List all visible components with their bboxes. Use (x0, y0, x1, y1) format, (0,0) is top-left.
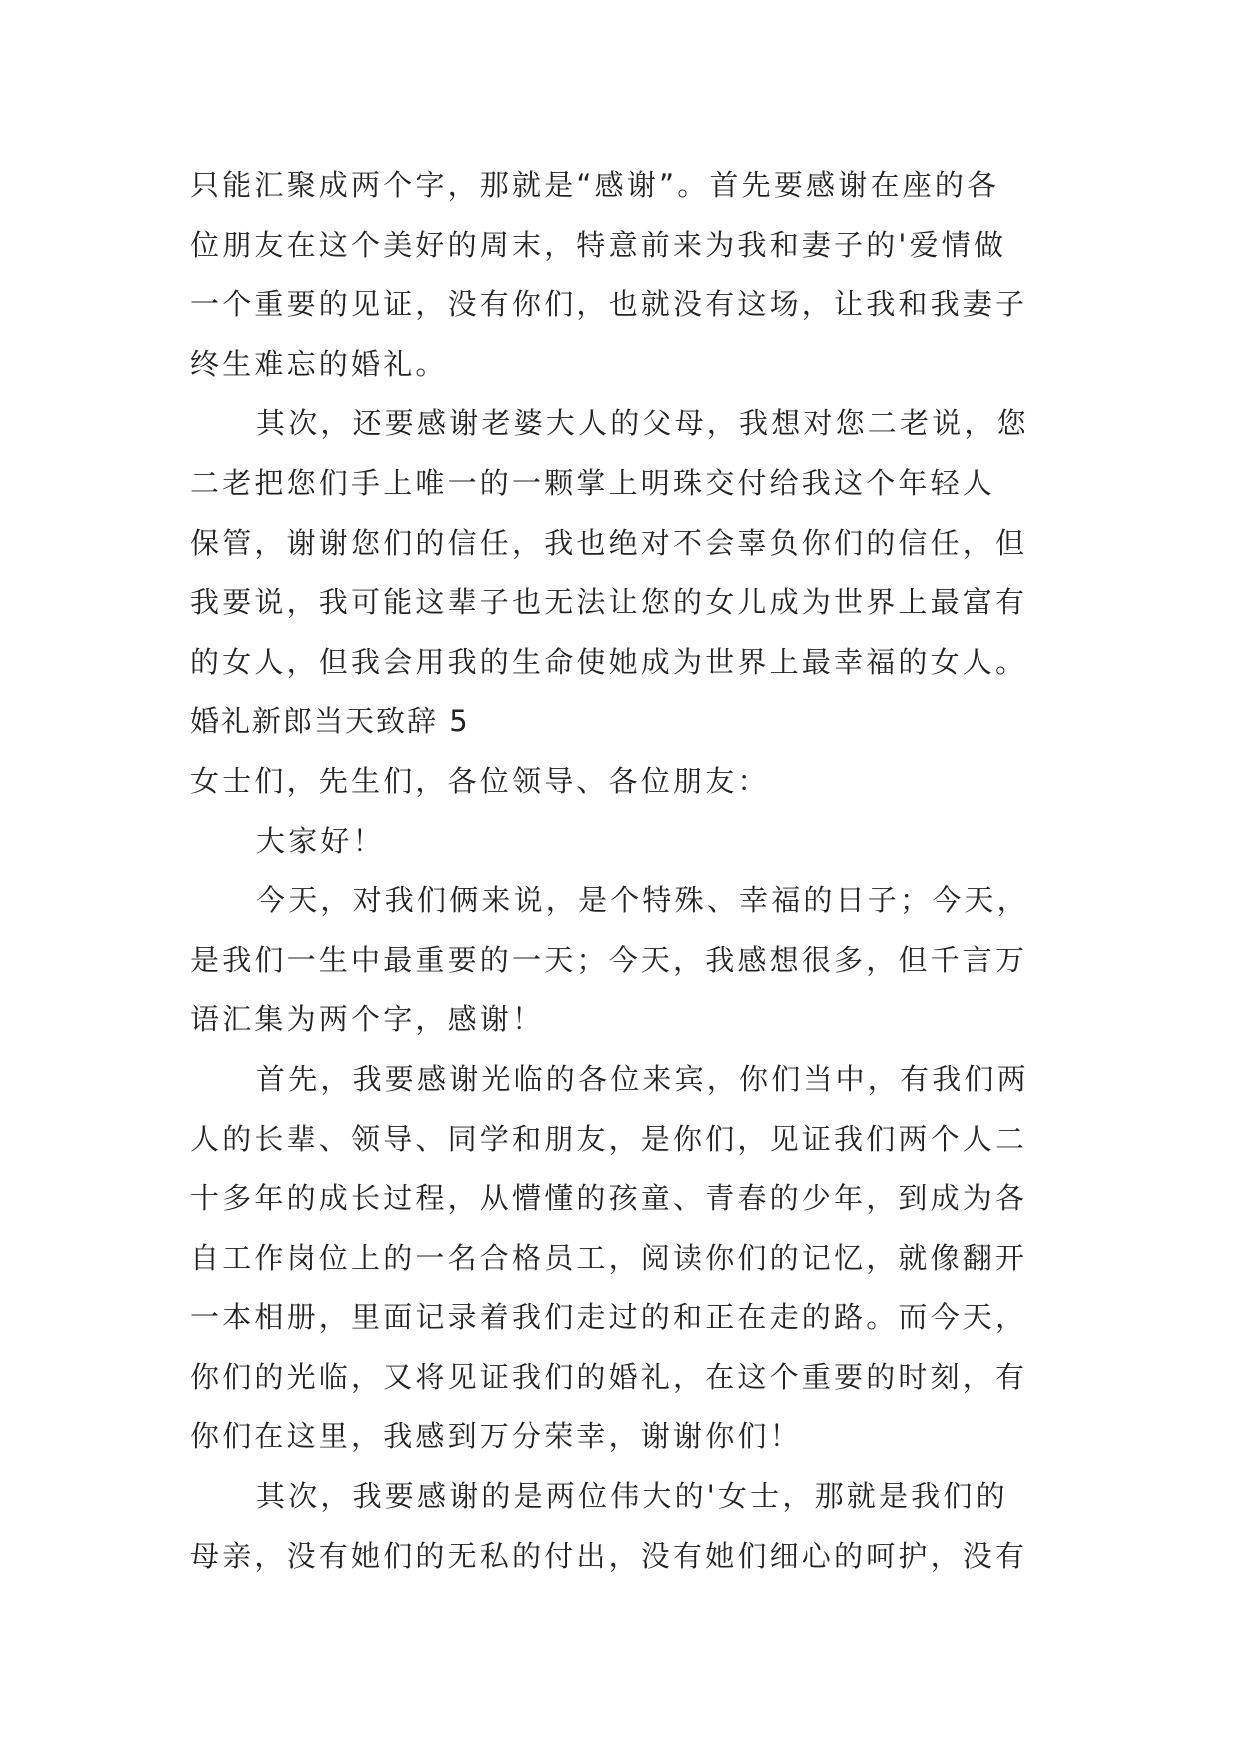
text-line: 我要说，我可能这辈子也无法让您的女儿成为世界上最富有 (190, 585, 1028, 620)
text-line: 十多年的成长过程，从懵懂的孩童、青春的少年，到成为各 (190, 1181, 1028, 1216)
text-line: 二老把您们手上唯一的一颗掌上明珠交付给我这个年轻人 (190, 465, 996, 500)
text-line: 终生难忘的婚礼。 (190, 346, 448, 381)
text-line: 母亲，没有她们的无私的付出，没有她们细心的呵护，没有 (190, 1538, 1028, 1573)
text-line: 是我们一生中最重要的一天；今天，我感想很多，但千言万 (190, 942, 1028, 977)
text-line: 人的长辈、领导、同学和朋友，是你们，见证我们两个人二 (190, 1121, 1028, 1156)
text-line: 的女人，但我会用我的生命使她成为世界上最幸福的女人。 (190, 644, 1028, 679)
section-heading: 婚礼新郎当天致辞 5 (190, 704, 470, 739)
text-line: 今天，对我们俩来说，是个特殊、幸福的日子；今天， (256, 883, 1029, 918)
salutation-line: 女士们，先生们，各位领导、各位朋友： (190, 763, 770, 798)
text-line: 一本相册，里面记录着我们走过的和正在走的路。而今天， (190, 1300, 1028, 1335)
text-line: 其次，我要感谢的是两位伟大的'女士，那就是我们的 (256, 1479, 1008, 1514)
text-line: 你们在这里，我感到万分荣幸，谢谢你们！ (190, 1419, 802, 1454)
text-line: 你们的光临，又将见证我们的婚礼，在这个重要的时刻，有 (190, 1359, 1028, 1394)
document-body (190, 156, 1070, 1586)
text-line: 自工作岗位上的一名合格员工，阅读你们的记忆，就像翻开 (190, 1240, 1028, 1275)
greeting-line: 大家好！ (256, 823, 385, 858)
text-line: 语汇集为两个字，感谢！ (190, 1002, 545, 1037)
text-line: 首先，我要感谢光临的各位来宾，你们当中，有我们两 (256, 1061, 1029, 1096)
text-line: 只能汇聚成两个字，那就是“感谢”。首先要感谢在座的各 (190, 168, 1000, 202)
text-line: 位朋友在这个美好的周末，特意前来为我和妻子的'爱情做 (190, 227, 1007, 262)
text-line: 其次，还要感谢老婆大人的父母，我想对您二老说，您 (256, 406, 1029, 441)
text-line: 保管，谢谢您们的信任，我也绝对不会辜负你们的信任，但 (190, 525, 1028, 560)
text-line: 一个重要的见证，没有你们，也就没有这场，让我和我妻子 (190, 287, 1028, 322)
